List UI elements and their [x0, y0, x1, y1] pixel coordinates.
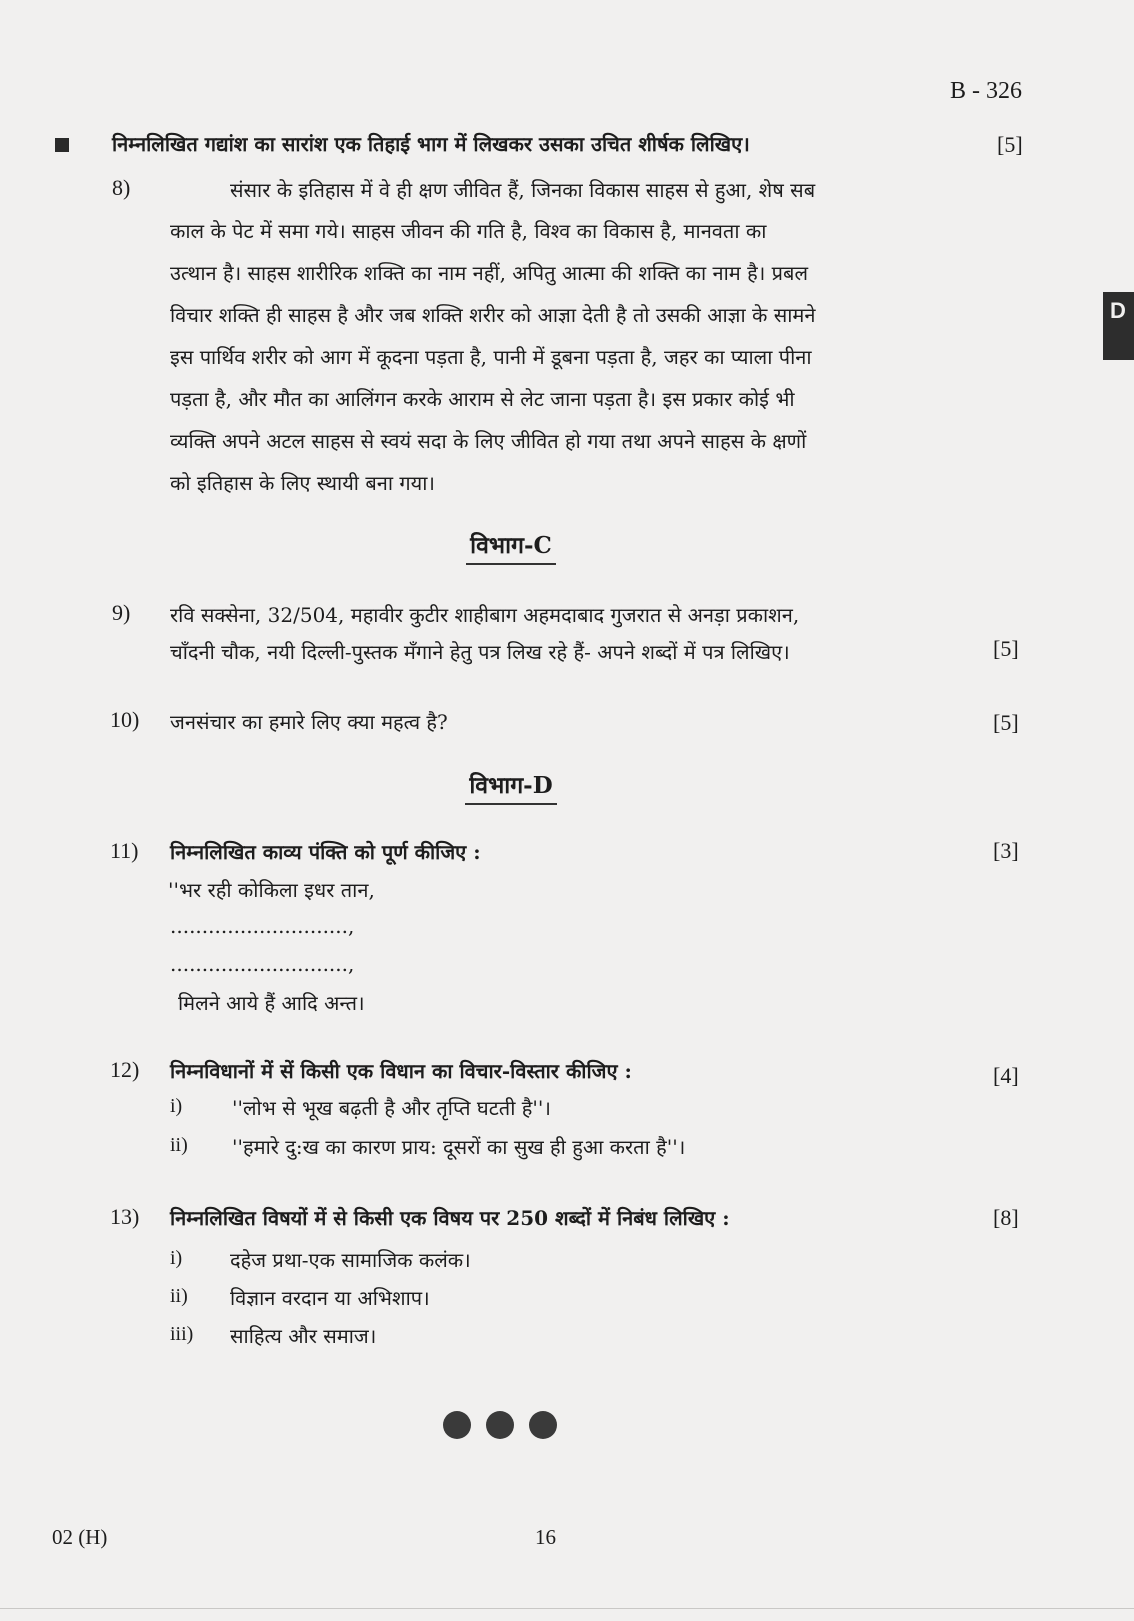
q9-line: चाँदनी चौक, नयी दिल्ली-पुस्तक मँगाने हेतु पत्र लिख रहे हैं- अपने शब्दों में पत्र लिखिए। — [170, 640, 790, 664]
q13-option-text: साहित्य और समाज। — [230, 1324, 377, 1348]
q8-line: पड़ता है, और मौत का आलिंगन करके आराम से लेट जाना पड़ता है। इस प्रकार कोई भी — [170, 387, 795, 411]
q8-line: इस पार्थिव शरीर को आग में कूदना पड़ता है, पानी में डूबना पड़ता है, जहर का प्याला पीना — [170, 345, 812, 369]
q8-line: व्यक्ति अपने अटल साहस से स्वयं सदा के लिए जीवित हो गया तथा अपने साहस के क्षणों — [170, 429, 807, 453]
q12-marks: [4] — [993, 1063, 1019, 1088]
q12-option-label: i) — [170, 1095, 183, 1117]
q9-number: 9) — [112, 600, 131, 625]
q8-line: काल के पेट में समा गये। साहस जीवन की गति है, विश्व का विकास है, मानवता का — [170, 219, 767, 243]
q12-option-text: ''हमारे दु:ख का कारण प्राय: दूसरों का सुख ही हुआ करता है''। — [232, 1135, 686, 1159]
q11-poem-line: ............................, — [170, 952, 355, 976]
q11-poem-line: ............................, — [170, 914, 355, 938]
q13-option-text: दहेज प्रथा-एक सामाजिक कलंक। — [230, 1248, 471, 1272]
q11-poem-line: मिलने आये हैं आदि अन्त। — [178, 991, 365, 1015]
end-marker — [443, 1411, 557, 1439]
q11-text: निम्नलिखित काव्य पंक्ति को पूर्ण कीजिए : — [170, 840, 481, 864]
q13-marks: [8] — [993, 1205, 1019, 1230]
q8-instruction: निम्नलिखित गद्यांश का सारांश एक तिहाई भाग में लिखकर उसका उचित शीर्षक लिखिए। — [112, 132, 750, 156]
q12-text: निम्नविधानों में सें किसी एक विधान का विचार-विस्तार कीजिए : — [170, 1059, 632, 1083]
q12-option-text: ''लोभ से भूख बढ़ती है और तृप्ति घटती है''। — [232, 1096, 551, 1120]
q8-line: उत्थान है। साहस शारीरिक शक्ति का नाम नहीं, अपितु आत्मा की शक्ति का नाम है। प्रबल — [170, 261, 808, 285]
q13-option-label: ii) — [170, 1285, 188, 1307]
q10-marks: [5] — [993, 710, 1019, 735]
side-tab: D — [1103, 292, 1134, 360]
q11-poem-line: ''भर रही कोकिला इधर तान, — [168, 878, 375, 902]
section-d-heading: विभाग-D — [0, 768, 1022, 800]
q13-text: निम्नलिखित विषयों में से किसी एक विषय पर 250 शब्दों में निबंध लिखिए : — [170, 1206, 730, 1230]
q11-marks: [3] — [993, 838, 1019, 863]
paper-code: B - 326 — [950, 78, 1022, 104]
dot-icon — [443, 1411, 471, 1439]
q13-number: 13) — [110, 1204, 140, 1229]
q8-line: को इतिहास के लिए स्थायी बना गया। — [170, 471, 436, 495]
dot-icon — [529, 1411, 557, 1439]
q11-number: 11) — [110, 838, 139, 863]
q8-line: विचार शक्ति ही साहस है और जब शक्ति शरीर को आज्ञा देती है तो उसकी आज्ञा के सामने — [170, 303, 816, 327]
q10-number: 10) — [110, 707, 140, 732]
bullet-square-icon — [55, 138, 69, 152]
footer-code: 02 (H) — [52, 1525, 108, 1549]
q12-option-label: ii) — [170, 1134, 188, 1156]
q10-text: जनसंचार का हमारे लिए क्या महत्व है? — [170, 710, 448, 734]
q12-number: 12) — [110, 1057, 140, 1082]
q13-option-text: विज्ञान वरदान या अभिशाप। — [230, 1286, 430, 1310]
q9-line: रवि सक्सेना, 32/504, महावीर कुटीर शाहीबाग अहमदाबाद गुजरात से अनड़ा प्रकाशन, — [170, 603, 800, 627]
page-number: 16 — [535, 1525, 556, 1549]
section-c-heading: विभाग-C — [0, 528, 1022, 560]
q8-marks: [5] — [997, 132, 1023, 157]
q8-line: संसार के इतिहास में वे ही क्षण जीवित हैं, जिनका विकास साहस से हुआ, शेष सब — [230, 178, 816, 202]
q9-marks: [5] — [993, 636, 1019, 661]
q8-number: 8) — [112, 175, 131, 200]
page-bottom-edge — [0, 1608, 1134, 1609]
dot-icon — [486, 1411, 514, 1439]
q13-option-label: i) — [170, 1247, 183, 1269]
q13-option-label: iii) — [170, 1323, 194, 1345]
